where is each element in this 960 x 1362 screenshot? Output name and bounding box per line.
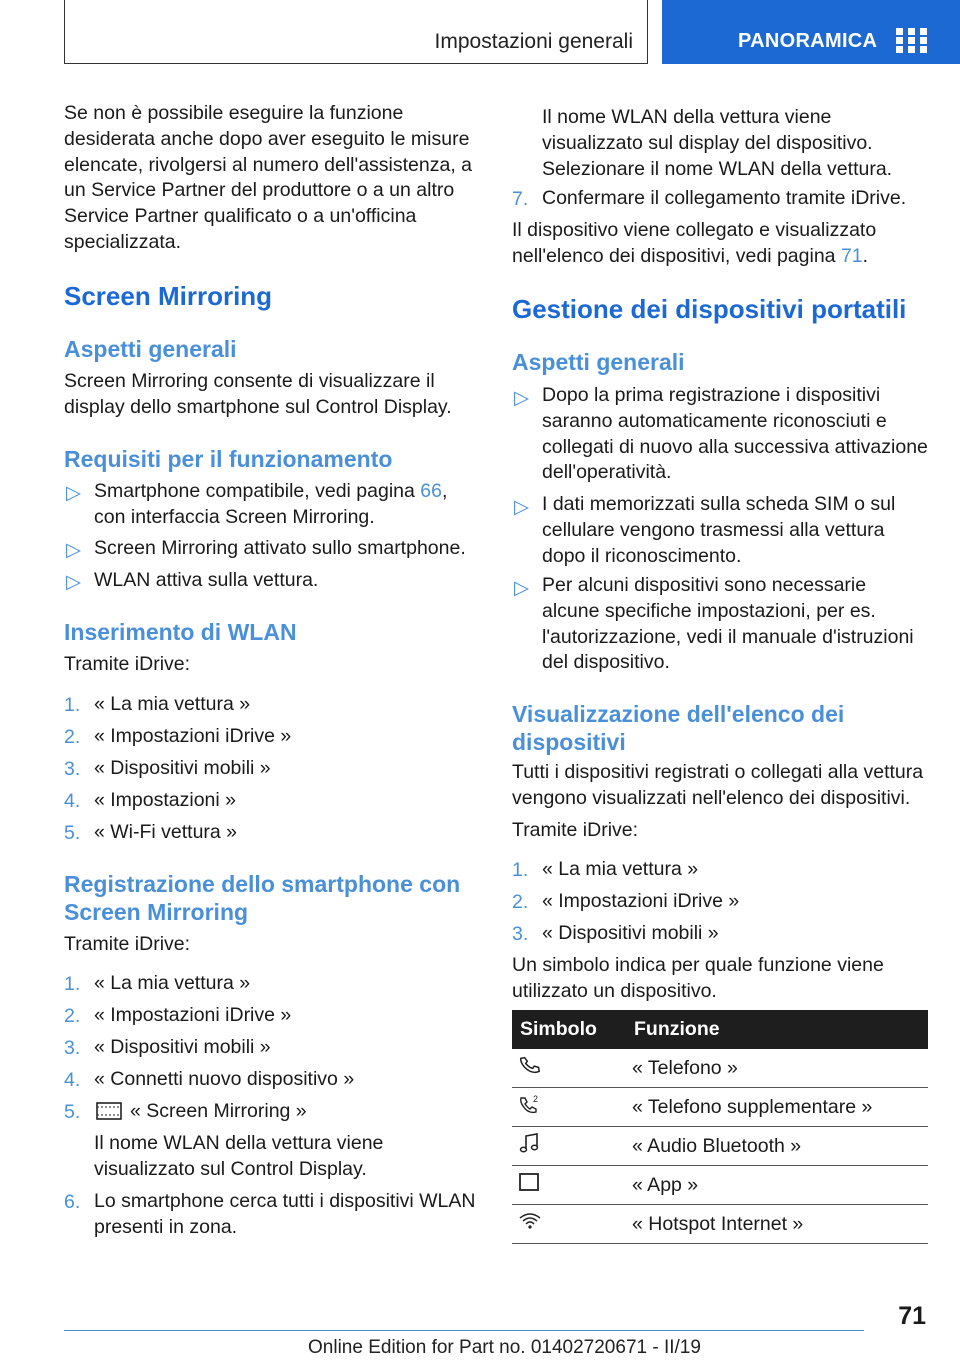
- bullet-icon: ▷: [66, 539, 81, 561]
- footer-divider: [64, 1330, 864, 1331]
- requisito-3: WLAN attiva sulla vettura.: [94, 569, 319, 591]
- table-cell-label: « Telefono »: [626, 1049, 928, 1088]
- header-section-box: [64, 0, 648, 64]
- step-number: 1.: [512, 859, 529, 881]
- table-row: [512, 1088, 928, 1127]
- heading-aspetti-generali: Aspetti generali: [64, 336, 237, 362]
- step-number: 3.: [512, 923, 529, 945]
- screen-mirroring-icon: [96, 1100, 122, 1122]
- table-row: [512, 1205, 928, 1244]
- gestione-bullet-1: Dopo la prima registrazione i dispositivi saranno automaticamente riconosciuti e collegati di nuovo alla successiva attivazione dell'operatività.: [542, 384, 928, 484]
- visual-paragraph: Tutti i dispositivi registrati o collegati alla vettura vengono visualizzati nell'elenco dei dispositivi.: [512, 761, 924, 809]
- app-square-icon: [518, 1171, 540, 1193]
- footer-edition: Online Edition for Part no. 01402720671 - II/19: [308, 1337, 701, 1358]
- intro-paragraph: Se non è possibile eseguire la funzione desiderata anche dopo aver eseguito le misure elencate, rivolgersi al numero dell'assistenza, a un Service Partner del produttore o a un altro Service Partner qualificato o a un'officina specializzata.: [64, 102, 473, 253]
- step-number: 5.: [64, 1101, 81, 1123]
- table-cell-label: « App »: [626, 1166, 928, 1205]
- step-number: 2.: [512, 891, 529, 913]
- aspetti-paragraph: Screen Mirroring consente di visualizzare il display dello smartphone sul Control Display.: [64, 370, 452, 418]
- step-number: 1.: [64, 694, 81, 716]
- bullet-icon: ▷: [514, 387, 529, 409]
- phone-icon: [518, 1054, 540, 1076]
- reg-step-5-note: Il nome WLAN della vettura viene visualizzato sul Control Display.: [94, 1132, 384, 1180]
- requisito-2: Screen Mirroring attivato sullo smartphone.: [94, 537, 466, 559]
- heading-visualizzazione: Visualizzazione dell'elenco dei dispositivi: [512, 701, 845, 755]
- list-step-3: « Dispositivi mobili »: [542, 922, 719, 944]
- page-link-71[interactable]: 71: [840, 244, 863, 267]
- after-paragraph: Il dispositivo viene collegato e visualizzato nell'elenco dei dispositivi, vedi pagina 71.: [512, 219, 877, 267]
- step-number: 4.: [64, 1069, 81, 1091]
- tramite-idrive: Tramite iDrive:: [64, 653, 191, 675]
- heading-screen-mirroring: Screen Mirroring: [64, 281, 273, 311]
- table-cell-label: « Hotspot Internet »: [626, 1205, 928, 1244]
- heading-gestione: Gestione dei dispositivi portatili: [512, 294, 907, 324]
- table-row: [512, 1127, 928, 1166]
- list-step-1: « La mia vettura »: [542, 858, 699, 880]
- step-number: 4.: [64, 790, 81, 812]
- grid-icon: [896, 28, 928, 52]
- table-header-simbolo: Simbolo: [512, 1010, 626, 1049]
- step-number: 5.: [64, 822, 81, 844]
- reg-step-4: « Connetti nuovo dispositivo »: [94, 1068, 355, 1090]
- panoramica-label: PANORAMICA: [738, 30, 878, 52]
- wlan-step-3: « Dispositivi mobili »: [94, 757, 271, 779]
- table-cell-label: « Telefono supplementare »: [626, 1088, 928, 1127]
- step-number: 6.: [64, 1191, 81, 1213]
- step-number: 3.: [64, 758, 81, 780]
- table-row: [512, 1049, 928, 1088]
- continued-step: Il nome WLAN della vettura viene visualizzato sul display del dispositivo. Selezionare il nome WLAN della vettura.: [542, 106, 893, 180]
- wifi-hotspot-icon: [518, 1210, 542, 1232]
- bullet-icon: ▷: [514, 577, 529, 599]
- phone-2-icon: [518, 1093, 542, 1115]
- step-7: Confermare il collegamento tramite iDrive.: [542, 187, 907, 209]
- step-number: 2.: [64, 726, 81, 748]
- heading-registrazione: Registrazione dello smartphone con Screen Mirroring: [64, 871, 461, 925]
- wlan-step-4: « Impostazioni »: [94, 789, 236, 811]
- wlan-step-1: « La mia vettura »: [94, 693, 251, 715]
- step-number: 7.: [512, 188, 529, 210]
- reg-step-2: « Impostazioni iDrive »: [94, 1004, 292, 1026]
- page-number: 71: [898, 1302, 926, 1330]
- step-number: 2.: [64, 1005, 81, 1027]
- list-step-2: « Impostazioni iDrive »: [542, 890, 740, 912]
- section-title: Impostazioni generali: [434, 30, 633, 53]
- symbol-table: [512, 1010, 928, 1244]
- table-cell-label: « Audio Bluetooth »: [626, 1127, 928, 1166]
- heading-wlan: Inserimento di WLAN: [64, 619, 297, 645]
- bullet-icon: ▷: [66, 482, 81, 504]
- requisito-1: Smartphone compatibile, vedi pagina 66, con interfaccia Screen Mirroring.: [94, 480, 448, 528]
- svg-text:2: 2: [533, 1094, 539, 1104]
- table-header-row: [512, 1010, 928, 1049]
- bullet-icon: ▷: [514, 496, 529, 518]
- tramite-idrive: Tramite iDrive:: [512, 819, 639, 841]
- reg-step-6: Lo smartphone cerca tutti i dispositivi WLAN presenti in zona.: [94, 1190, 476, 1238]
- page-link-66[interactable]: 66: [420, 480, 442, 502]
- music-note-icon: [518, 1132, 540, 1154]
- simbolo-paragraph: Un simbolo indica per quale funzione viene utilizzato un dispositivo.: [512, 954, 884, 1002]
- tramite-idrive: Tramite iDrive:: [64, 933, 191, 955]
- bullet-icon: ▷: [66, 571, 81, 593]
- reg-step-1: « La mia vettura »: [94, 972, 251, 994]
- table-header-funzione: Funzione: [626, 1010, 928, 1049]
- wlan-step-5: « Wi-Fi vettura »: [94, 821, 238, 843]
- wlan-step-2: « Impostazioni iDrive »: [94, 725, 292, 747]
- heading-aspetti-generali-2: Aspetti generali: [512, 349, 685, 375]
- panoramica-tab[interactable]: [662, 0, 960, 64]
- step-number: 1.: [64, 973, 81, 995]
- heading-requisiti: Requisiti per il funzionamento: [64, 446, 393, 472]
- reg-step-3: « Dispositivi mobili »: [94, 1036, 271, 1058]
- reg-step-5: « Screen Mirroring »: [130, 1100, 307, 1122]
- table-row: [512, 1166, 928, 1205]
- step-number: 3.: [64, 1037, 81, 1059]
- gestione-bullet-3: Per alcuni dispositivi sono necessarie alcune specifiche impostazioni, per es. l'autorizzazione, vedi il manuale d'istruzioni del dispositivo.: [542, 574, 914, 674]
- gestione-bullet-2: I dati memorizzati sulla scheda SIM o sul cellulare vengono trasmessi alla vettura dopo il riconoscimento.: [542, 493, 896, 567]
